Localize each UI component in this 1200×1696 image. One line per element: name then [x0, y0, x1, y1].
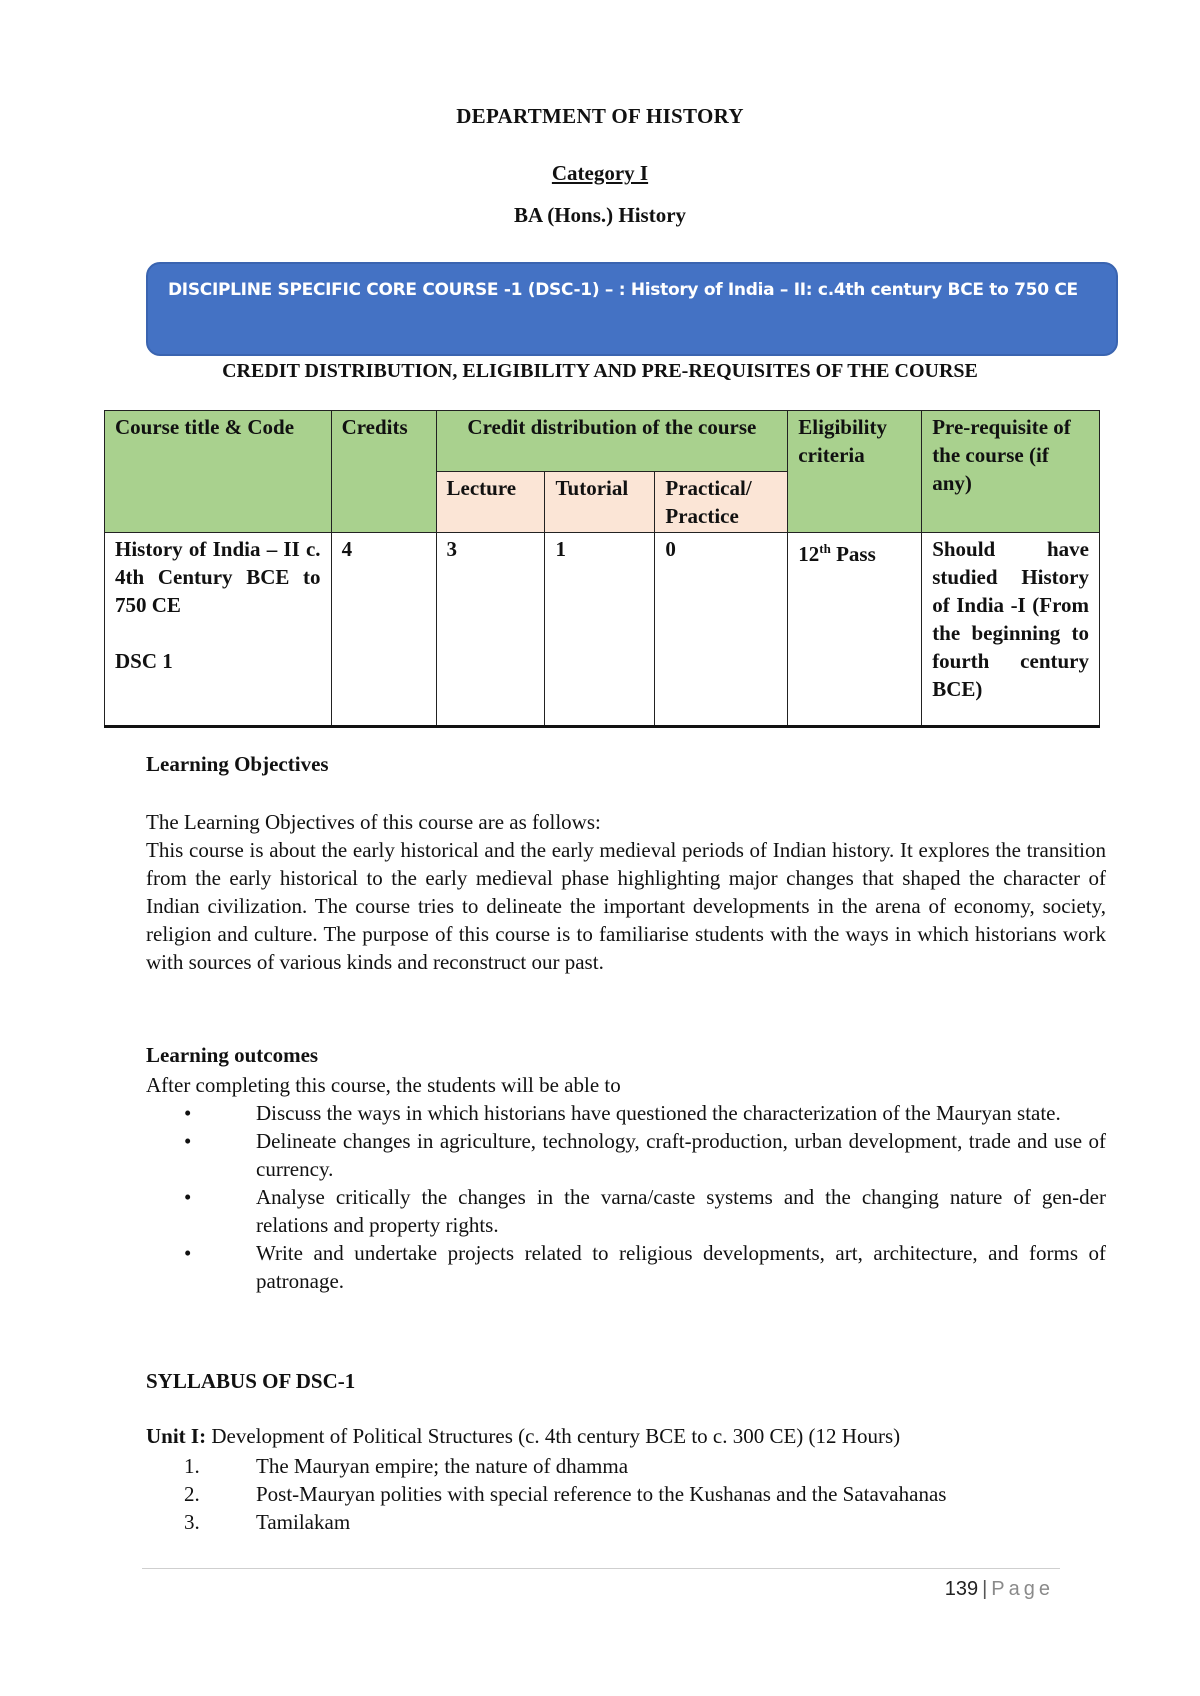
learning-objectives-body: This course is about the early historical and the early medieval periods of Indian history. It explores the transition from the early historical to the early medieval phase highlighting major changes that shaped the character of Indian civilization. The course tries to delineate the important developments in the arena of economy, society, religion and culture. The purpose of this course is to familiarise students with the ways in which historians work with sources of various kinds and reconstruct our past.: [146, 838, 1106, 974]
category-heading: Category I: [551, 161, 649, 185]
learning-outcomes-list: [146, 1099, 1106, 1295]
footer-separator: |: [982, 1578, 988, 1600]
cell-prerequisite: Should have studied History of India -I (From the beginning to fourth century BCE): [922, 533, 1100, 727]
credit-distribution-table: [104, 410, 1100, 728]
credit-distribution-heading: CREDIT DISTRIBUTION, ELIGIBILITY AND PRE-REQUISITES OF THE COURSE: [222, 360, 978, 382]
bullet-icon: •: [184, 1101, 192, 1125]
list-item: • Delineate changes in agriculture, technology, craft-production, urban development, trade and use of currency.: [184, 1129, 1106, 1181]
page-number: 139: [944, 1578, 979, 1600]
footer-divider: [142, 1568, 1060, 1569]
programme-title: BA (Hons.) History: [513, 203, 687, 227]
learning-outcomes-heading: Learning outcomes: [146, 1043, 319, 1067]
department-title: DEPARTMENT OF HISTORY: [456, 104, 744, 128]
header-credit-distribution: Credit distribution of the course: [436, 411, 788, 472]
header-prerequisite: Pre-requisite of the course (if any): [922, 411, 1100, 533]
course-banner: [146, 262, 1118, 356]
list-item: 1. The Mauryan empire; the nature of dhamma: [184, 1454, 629, 1478]
list-item: 2. Post-Mauryan polities with special reference to the Kushanas and the Satavahanas: [184, 1482, 947, 1506]
bullet-icon: •: [184, 1185, 192, 1209]
header-practical: Practical/ Practice: [655, 472, 788, 533]
course-code-text: DSC 1: [115, 649, 173, 673]
unit-label: Unit I:: [146, 1424, 207, 1448]
cell-credits: 4: [331, 533, 436, 727]
header-tutorial: Tutorial: [545, 472, 655, 533]
header-eligibility: Eligibility criteria: [788, 411, 922, 533]
course-banner-text: DISCIPLINE SPECIFIC CORE COURSE -1 (DSC-1) – : History of India – II: c.4th century BCE to 750 CE: [168, 280, 1078, 300]
header-lecture: Lecture: [436, 472, 545, 533]
list-item: 3. Tamilakam: [184, 1510, 351, 1534]
bullet-icon: •: [184, 1241, 192, 1265]
learning-outcomes-intro: After completing this course, the students will be able to: [146, 1073, 621, 1097]
eligibility-number: 12: [798, 542, 820, 566]
eligibility-superscript: th: [819, 541, 831, 556]
page-label: Page: [991, 1578, 1054, 1600]
cell-eligibility: [788, 533, 922, 727]
table-row: [105, 533, 1100, 727]
eligibility-rest: Pass: [830, 542, 876, 566]
unit-title: Development of Political Structures (c. 4th century BCE to c. 300 CE) (12 Hours): [206, 1424, 901, 1448]
syllabus-heading: SYLLABUS OF DSC-1: [146, 1369, 356, 1393]
cell-practical: 0: [655, 533, 788, 727]
bullet-icon: •: [184, 1129, 192, 1153]
course-title-text: History of India – II c. 4th Century BCE to 750 CE: [115, 537, 321, 617]
header-course-title: Course title & Code: [105, 411, 332, 533]
cell-tutorial: 1: [545, 533, 655, 727]
learning-objectives-intro: The Learning Objectives of this course are as follows:: [146, 810, 601, 834]
list-item: • Write and undertake projects related to religious developments, art, architecture, and forms of patronage.: [184, 1241, 1106, 1293]
unit-topics-list: [146, 1452, 1106, 1536]
list-item: • Discuss the ways in which historians have questioned the characterization of the Mauryan state.: [184, 1101, 1061, 1125]
learning-objectives-heading: Learning Objectives: [146, 752, 329, 776]
unit-heading: [146, 1424, 900, 1449]
page-footer: [945, 1578, 1054, 1601]
cell-course-title: [105, 533, 332, 727]
cell-lecture: 3: [436, 533, 545, 727]
header-credits: Credits: [331, 411, 436, 533]
list-item: • Analyse critically the changes in the varna/caste systems and the changing nature of gen-der relations and property rights.: [184, 1185, 1106, 1237]
